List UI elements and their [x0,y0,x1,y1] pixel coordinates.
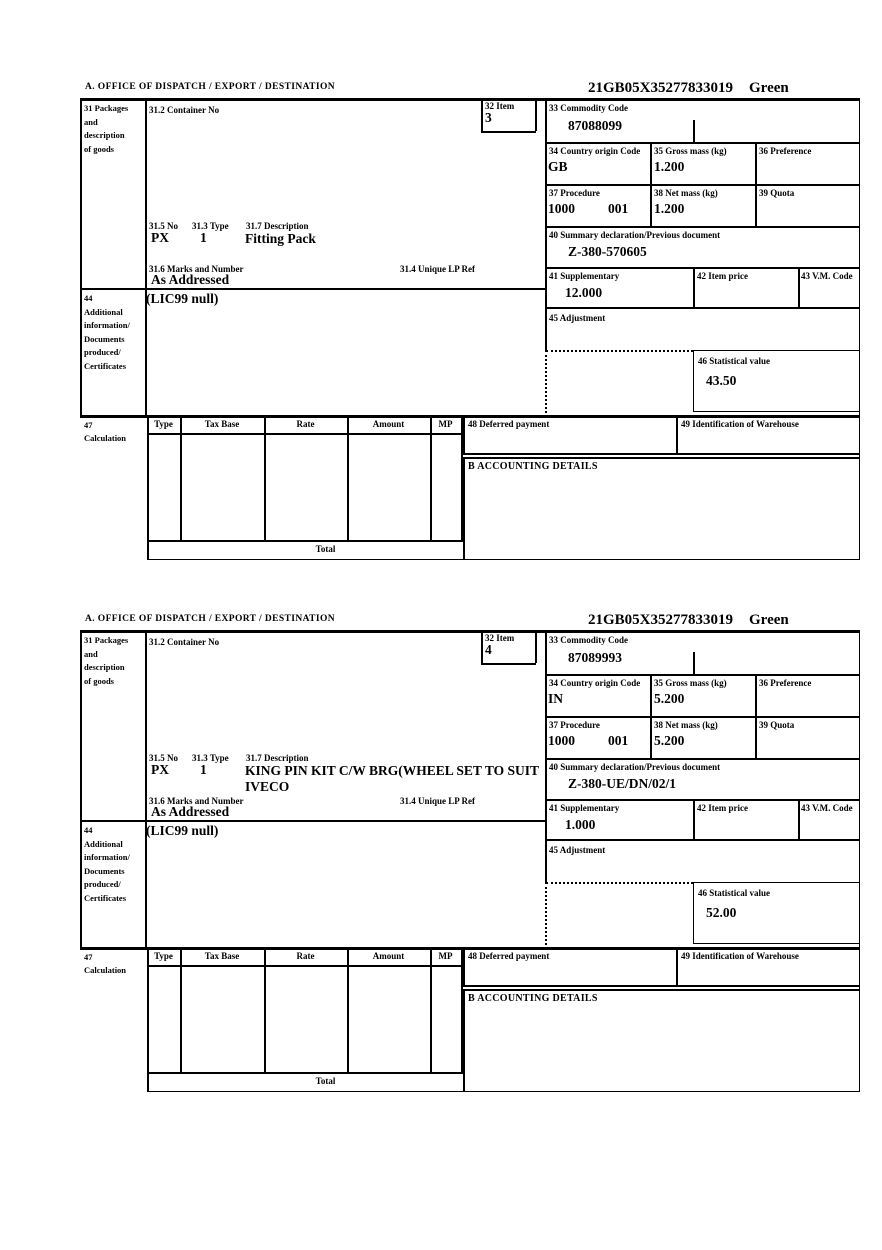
box-31-7-description-label: 31.7 Description [246,221,309,231]
marks-and-number-value: As Addressed [151,804,230,819]
procedure-code-2-value: 001 [608,733,629,748]
box-31-label: 31 Packages and description of goods [84,635,129,686]
box-37-procedure-label: 37 Procedure [549,720,600,730]
calc-total-label: Total [315,1076,336,1086]
calc-header-rate: Rate [296,419,315,429]
commodity-code-value: 87089993 [568,650,622,665]
border-line [693,267,695,307]
section-b-title: B ACCOUNTING DETAILS [468,993,598,1004]
calc-header-tax-base: Tax Base [204,419,240,429]
border-line [463,415,465,453]
border-line [859,98,861,560]
calc-header-mp: MP [438,951,453,961]
border-line [147,947,149,1091]
border-line [147,965,463,967]
box-47-calculation-label: 47 Calculation [84,952,127,975]
package-type-value: 1 [200,762,207,777]
box-40-summary-declaration-label: 40 Summary declaration/Previous document [549,762,721,772]
box-31-3-type-label: 31.3 Type [192,753,229,763]
border-line [147,415,149,559]
movement-reference-number: 21GB05X35277833019 [588,612,734,628]
calc-header-amount: Amount [372,951,405,961]
procedure-code-value: 1000 [548,201,575,216]
procedure-code-value: 1000 [548,733,575,748]
border-line [463,453,860,455]
border-line [545,307,859,309]
border-line [535,98,537,131]
box-31-4-unique-lp-ref-label: 31.4 Unique LP Ref [400,796,476,806]
border-line [859,630,861,1092]
package-no-value: PX [151,230,169,245]
box-32-item-label: 32 Item [485,101,515,111]
declaration-reference [588,612,789,629]
calc-header-amount: Amount [372,419,405,429]
commodity-code-value: 87088099 [568,118,622,133]
box-38-net-mass-label: 38 Net mass (kg) [654,188,718,198]
border-line [463,989,465,1092]
box-35-gross-mass-label: 35 Gross mass (kg) [654,678,727,688]
box-49-warehouse-label: 49 Identification of Warehouse [681,951,799,961]
box-33-commodity-code-label: 33 Commodity Code [549,635,628,645]
border-line [676,415,678,453]
border-line [80,98,82,416]
statistical-value: 52.00 [706,905,737,920]
item-number-value: 4 [485,642,492,657]
border-line [147,1091,860,1093]
package-no-value: PX [151,762,169,777]
box-36-preference-label: 36 Preference [759,146,812,156]
border-line [676,947,678,985]
border-line [80,98,860,101]
border-line [798,799,800,839]
border-line [147,559,860,561]
box-42-item-price-label: 42 Item price [697,271,748,281]
border-line [80,630,860,633]
border-line [463,985,860,987]
box-31-6-marks-label: 31.6 Marks and Number [149,264,244,274]
border-line [545,98,547,350]
summary-declaration-value: Z-380-570605 [568,244,647,259]
border-line [545,630,547,882]
border-line [145,630,147,948]
border-line [481,663,536,665]
border-line [798,267,800,307]
border-line [463,457,465,560]
border-line [650,142,652,226]
box-46-statistical-value-label: 46 Statistical value [698,888,770,898]
dotted-border-line [546,882,693,884]
box-31-2-container-no-label: 31.2 Container No [149,637,220,647]
box-31-3-type-label: 31.3 Type [192,221,229,231]
border-line [545,839,859,841]
box-42-item-price-label: 42 Item price [697,803,748,813]
commodity-code-divider-tick [693,120,695,142]
box-36-preference-label: 36 Preference [759,678,812,688]
box-43-vm-code-label: 43 V.M. Code [801,803,853,813]
section-a-title: A. OFFICE OF DISPATCH / EXPORT / DESTINATION [85,614,336,624]
border-line [535,630,537,663]
border-line [80,288,545,290]
border-line [755,674,757,758]
border-line [650,674,652,758]
dotted-border-line [546,350,693,352]
routing-status: Green [749,612,789,628]
box-34-country-origin-label: 34 Country origin Code [549,678,641,688]
box-31-5-no-label: 31.5 No [149,221,178,231]
declaration-reference [588,80,789,97]
goods-description-value: KING PIN KIT C/W BRG(WHEEL SET TO SUIT IVECO [245,763,539,794]
gross-mass-value: 5.200 [654,691,685,706]
border-line [545,184,859,186]
box-31-7-description-label: 31.7 Description [246,753,309,763]
section-a-title: A. OFFICE OF DISPATCH / EXPORT / DESTINATION [85,82,336,92]
border-line [755,142,757,226]
border-line [80,630,82,948]
box-44-label: 44 Additional information/ Documents produced/ Certificates [84,293,130,371]
border-line [145,98,147,416]
box-31-6-marks-label: 31.6 Marks and Number [149,796,244,806]
border-line [80,820,545,822]
additional-information-value: (LIC99 null) [146,823,219,838]
declaration-item-block [0,80,882,564]
border-line [545,226,859,228]
routing-status: Green [749,80,789,96]
border-line [463,989,860,991]
summary-declaration-value: Z-380-UE/DN/02/1 [568,776,676,791]
additional-information-value: (LIC99 null) [146,291,219,306]
gross-mass-value: 1.200 [654,159,685,174]
calc-header-type: Type [154,951,173,961]
border-line [80,415,860,418]
calc-total-label: Total [315,544,336,554]
box-39-quota-label: 39 Quota [759,188,795,198]
box-49-warehouse-label: 49 Identification of Warehouse [681,419,799,429]
calc-header-rate: Rate [296,951,315,961]
dotted-border-line [545,350,547,413]
movement-reference-number: 21GB05X35277833019 [588,80,734,96]
box-32-item-label: 32 Item [485,633,515,643]
box-33-commodity-code-label: 33 Commodity Code [549,103,628,113]
section-b-title: B ACCOUNTING DETAILS [468,461,598,472]
declaration-item-block [0,612,882,1096]
dotted-border-line [545,882,547,945]
supplementary-units-value: 12.000 [565,285,603,300]
border-line [545,716,859,718]
net-mass-value: 5.200 [654,733,685,748]
box-38-net-mass-label: 38 Net mass (kg) [654,720,718,730]
border-line [545,758,859,760]
procedure-code-2-value: 001 [608,201,629,216]
border-line [481,630,483,663]
box-45-adjustment-label: 45 Adjustment [549,313,606,323]
border-line [463,947,465,985]
box-47-calculation-label: 47 Calculation [84,420,127,443]
box-46-statistical-value-label: 46 Statistical value [698,356,770,366]
border-line [545,674,859,676]
box-39-quota-label: 39 Quota [759,720,795,730]
calc-header-tax-base: Tax Base [204,951,240,961]
border-line [147,433,463,435]
calc-header-mp: MP [438,419,453,429]
calc-header-type: Type [154,419,173,429]
box-31-4-unique-lp-ref-label: 31.4 Unique LP Ref [400,264,476,274]
border-line [481,98,483,131]
box-41-supplementary-label: 41 Supplementary [549,803,620,813]
net-mass-value: 1.200 [654,201,685,216]
package-type-value: 1 [200,230,207,245]
border-line [545,799,859,801]
border-line [693,799,695,839]
goods-description-value: Fitting Pack [245,231,316,246]
box-31-5-no-label: 31.5 No [149,753,178,763]
border-line [463,457,860,459]
supplementary-units-value: 1.000 [565,817,596,832]
statistical-value: 43.50 [706,373,737,388]
border-line [545,142,859,144]
item-number-value: 3 [485,110,492,125]
border-line [147,1072,463,1074]
box-40-summary-declaration-label: 40 Summary declaration/Previous document [549,230,721,240]
box-45-adjustment-label: 45 Adjustment [549,845,606,855]
commodity-code-divider-tick [693,652,695,674]
country-origin-value: GB [548,159,568,174]
marks-and-number-value: As Addressed [151,272,230,287]
border-line [481,131,536,133]
border-line [545,267,859,269]
border-line [147,540,463,542]
box-37-procedure-label: 37 Procedure [549,188,600,198]
border-line [80,947,860,950]
box-34-country-origin-label: 34 Country origin Code [549,146,641,156]
box-44-label: 44 Additional information/ Documents produced/ Certificates [84,825,130,903]
box-31-2-container-no-label: 31.2 Container No [149,105,220,115]
box-43-vm-code-label: 43 V.M. Code [801,271,853,281]
box-41-supplementary-label: 41 Supplementary [549,271,620,281]
box-48-deferred-payment-label: 48 Deferred payment [468,419,550,429]
country-origin-value: IN [548,691,564,706]
box-35-gross-mass-label: 35 Gross mass (kg) [654,146,727,156]
box-48-deferred-payment-label: 48 Deferred payment [468,951,550,961]
box-31-label: 31 Packages and description of goods [84,103,129,154]
